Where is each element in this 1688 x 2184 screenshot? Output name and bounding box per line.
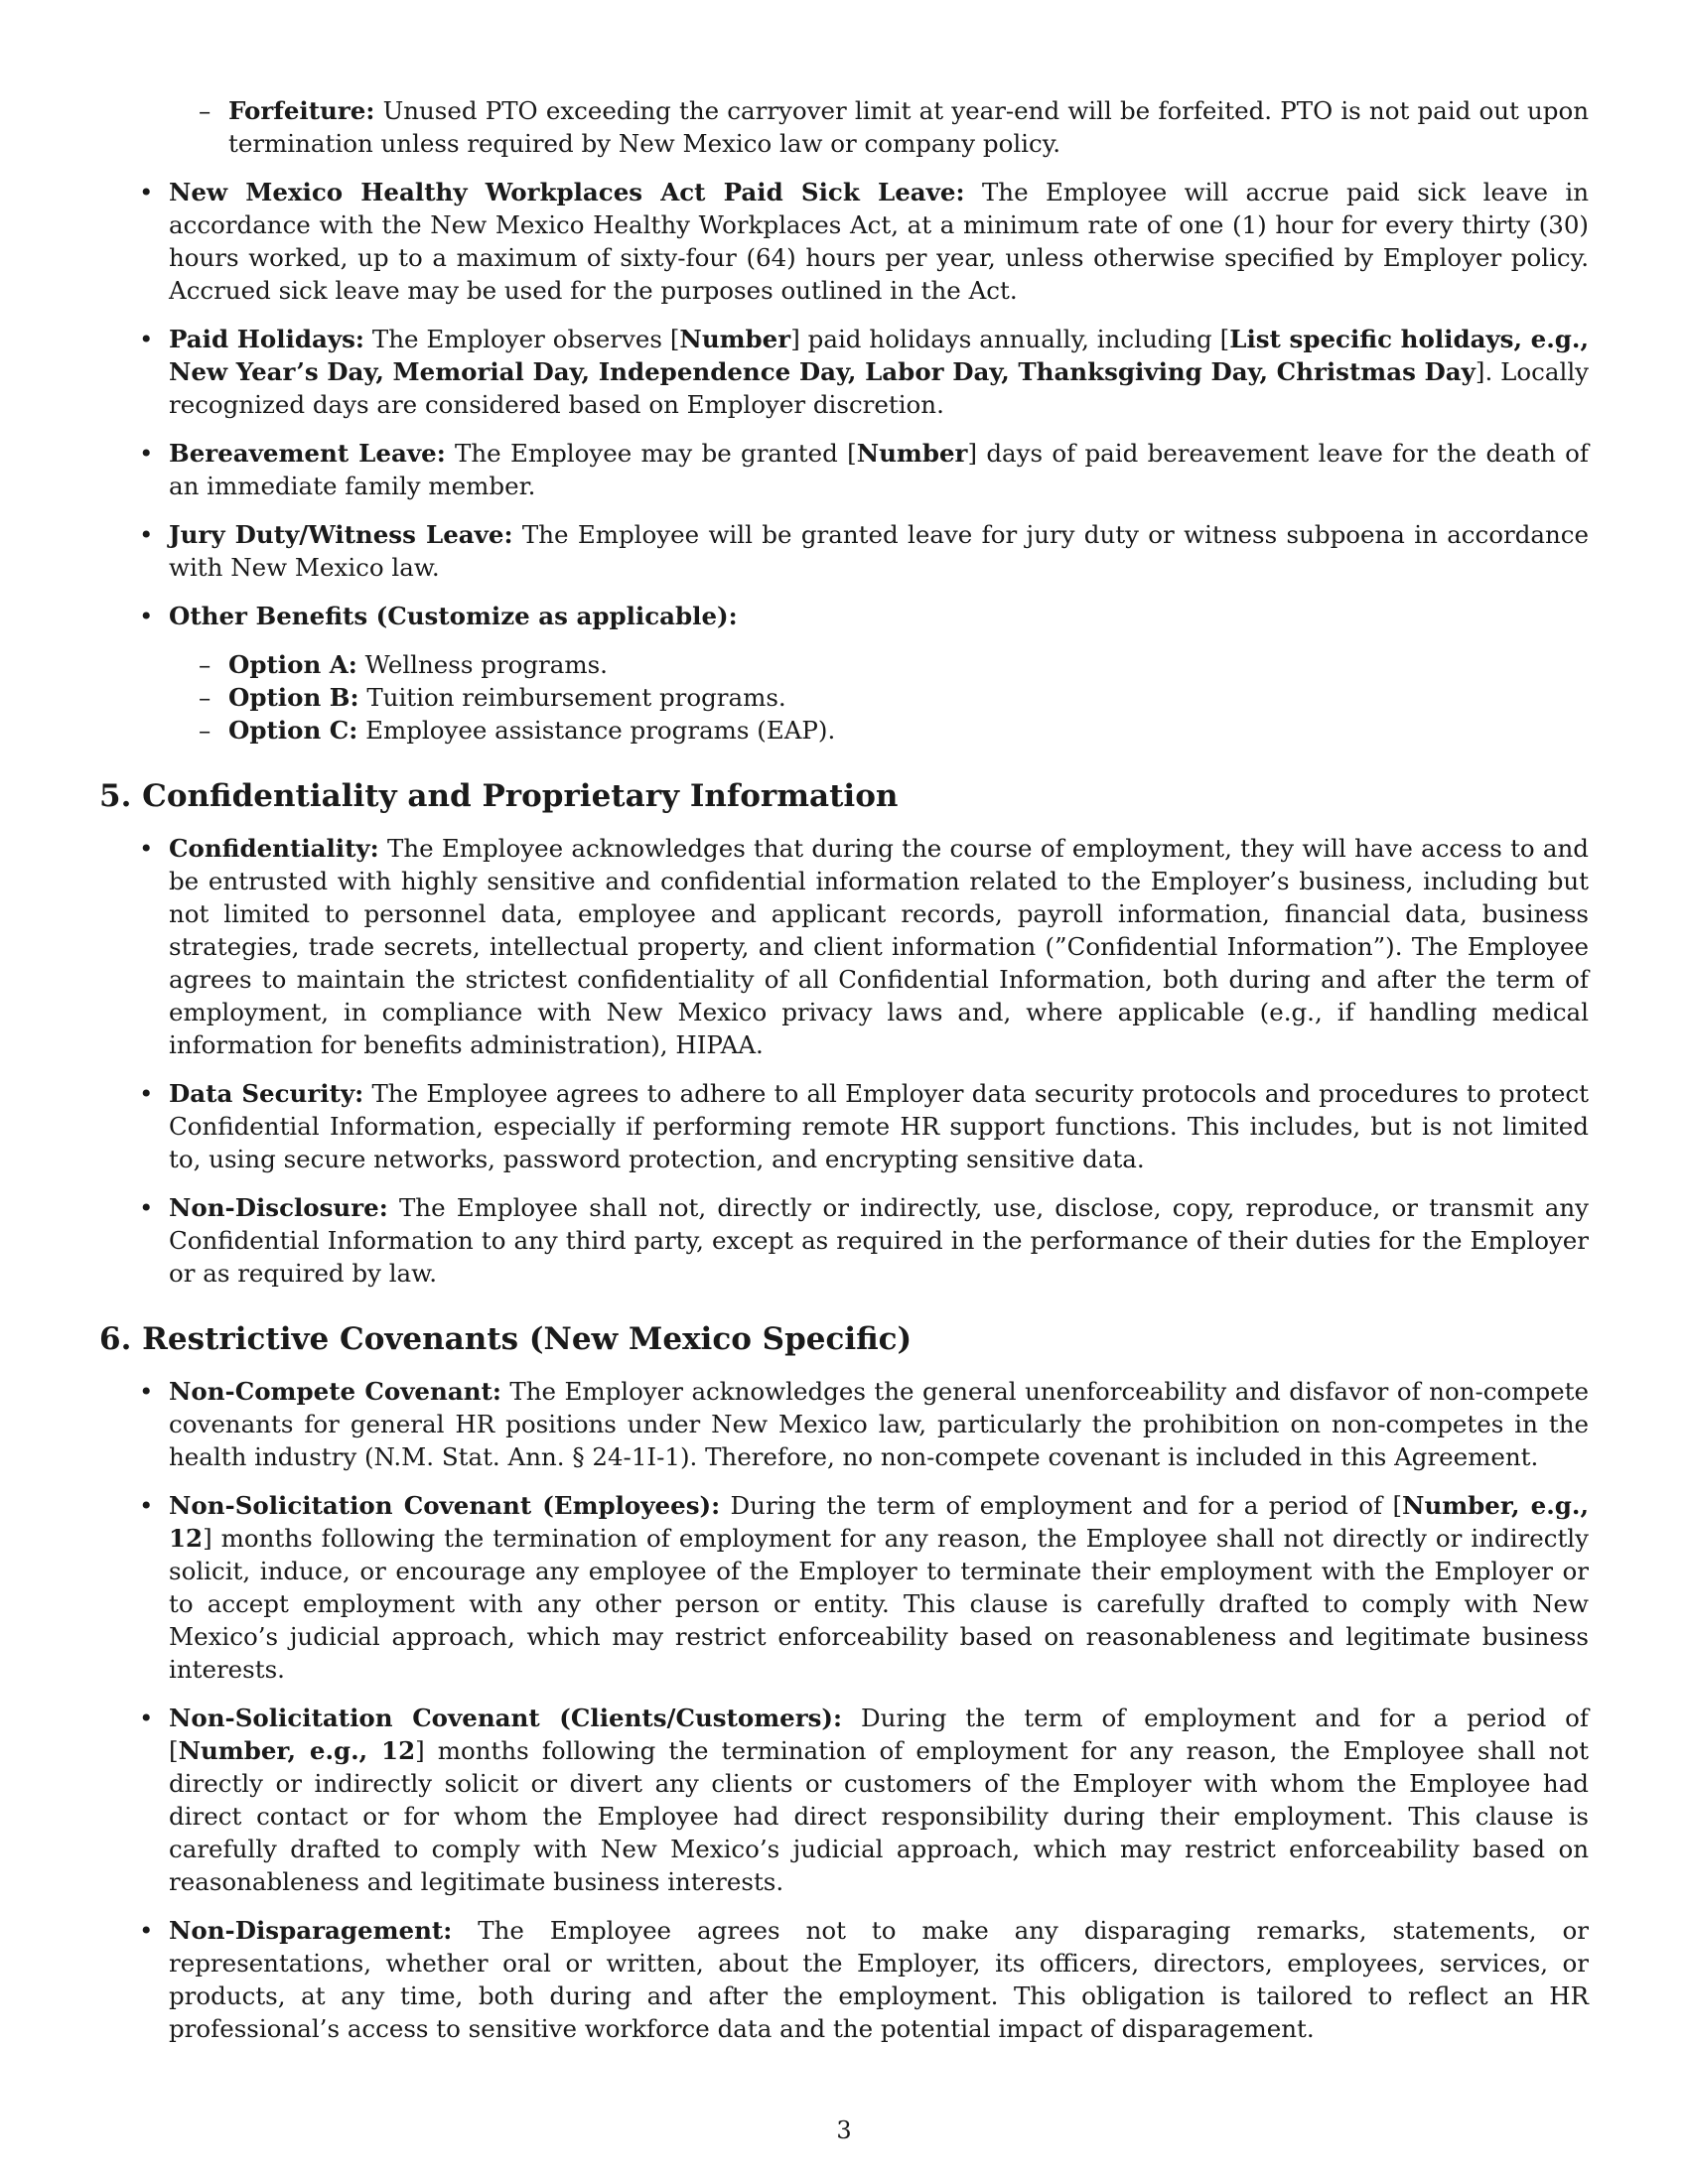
option-c-label: Option C: [228, 716, 358, 745]
non-solicit-clients-placeholder: Number, e.g., 12 [178, 1736, 416, 1765]
non-disparagement-label: Non-Disparagement: [169, 1916, 453, 1945]
non-solicit-employees-text-1: During the term of employment and for a period of [ [720, 1491, 1403, 1520]
bereavement-label: Bereavement Leave: [169, 439, 446, 468]
section-5-heading: 5. Confidentiality and Proprietary Information [99, 778, 899, 814]
confidentiality-label: Confidentiality: [169, 834, 379, 863]
section-6-list [99, 1375, 1589, 2045]
option-b-label: Option B: [228, 683, 359, 712]
section-6-heading: 6. Restrictive Covenants (New Mexico Specific) [99, 1321, 913, 1357]
forfeiture-text: Unused PTO exceeding the carryover limit at year-end will be forfeited. PTO is not paid out upon termination unless required by New Mexico law or company policy. [228, 96, 1589, 158]
non-solicit-clients-text-1: During the term of employment and for a period of [ [169, 1704, 1589, 1765]
paid-holidays-placeholder-number: Number [679, 325, 791, 353]
page-number: 3 [836, 2116, 852, 2144]
option-c-text: Employee assistance programs (EAP). [357, 716, 836, 745]
non-disparagement-text: The Employee agrees not to make any disparaging remarks, statements, or representations, whether oral or written, about the Employer, its officers, directors, employees, services, or products, at any time, both during and after the employment. This obligation is tailored to reflect an HR professional’s access to sensitive workforce data and the potential impact of disparagement. [169, 1916, 1589, 2043]
paid-holidays-text-3: ]. Locally recognized days are considered based on Employer discretion. [169, 357, 1589, 419]
bereavement-text-1: The Employee may be granted [ [445, 439, 857, 468]
paid-holidays-label: Paid Holidays: [169, 325, 364, 353]
paid-holidays-text-2: ] paid holidays annually, including [ [790, 325, 1230, 353]
forfeiture-label: Forfeiture: [228, 96, 375, 125]
paid-holidays-text-1: The Employer observes [ [363, 325, 680, 353]
option-b-text: Tuition reimbursement programs. [358, 683, 786, 712]
document-body [99, 94, 1589, 2045]
data-security-text: The Employee agrees to adhere to all Employer data security protocols and procedures to protect Confidential Information, especially if performing remote HR support functions. This includes, but is not limited to, using secure networks, password protection, and encrypting sensitive data. [169, 1079, 1589, 1173]
sick-leave-item [169, 176, 1589, 307]
section-5-list [99, 832, 1589, 1290]
document-page [99, 94, 1589, 2061]
option-a-item [228, 648, 1589, 681]
non-solicit-employees-label: Non-Solicitation Covenant (Employees): [169, 1491, 721, 1520]
other-benefits-item [169, 600, 1589, 747]
pto-subitems [99, 94, 1589, 160]
option-c-item [228, 714, 1589, 747]
jury-duty-text: The Employee will be granted leave for jury duty or witness subpoena in accordance with New Mexico law. [169, 520, 1590, 582]
other-benefits-label: Other Benefits (Customize as applicable): [169, 602, 738, 630]
confidentiality-text: The Employee acknowledges that during the course of employment, they will have access to and be entrusted with highly sensitive and confidential information related to the Employer’s business, including but not limited to personnel data, employee and applicant records, payroll information, financial data, business strategies, trade secrets, intellectual property, and client information (”Confidential Information”). The Employee agrees to maintain the strictest confidentiality of all Confidential Information, both during and after the term of employment, in compliance with New Mexico privacy laws and, where applicable (e.g., if handling medical information for benefits administration), HIPAA. [169, 834, 1589, 1059]
non-solicit-clients-text-2: ] months following the termination of employment for any reason, the Employee shall not directly or indirectly solicit or divert any clients or customers of the Employer with whom the Employee had direct contact or for whom the Employee had direct responsibility during their employment. This clause is carefully drafted to comply with New Mexico’s judicial approach, which may restrict enforceability based on reasonableness and legitimate business interests. [169, 1736, 1589, 1896]
option-b-item [228, 681, 1589, 714]
forfeiture-item [228, 94, 1589, 160]
confidentiality-item [169, 832, 1589, 1061]
jury-duty-item [169, 518, 1589, 584]
non-solicit-employees-text-2: ] months following the termination of employment for any reason, the Employee shall not directly or indirectly solicit, induce, or encourage any employee of the Employer to terminate their employment with the Employer or to accept employment with any other person or entity. This clause is carefully drafted to comply with New Mexico’s judicial approach, which may restrict enforceability based on reasonableness and legitimate business interests. [169, 1524, 1589, 1684]
non-solicit-clients-item [169, 1702, 1589, 1898]
non-compete-item [169, 1375, 1589, 1473]
sick-leave-text: The Employee will accrue paid sick leave in accordance with the New Mexico Healthy Workplaces Act, at a minimum rate of one (1) hour for every thirty (30) hours worked, up to a maximum of sixty-four (64) hours per year, unless otherwise specified by Employer policy. Accrued sick leave may be used for the purposes outlined in the Act. [169, 178, 1589, 305]
paid-holidays-placeholder-list: List specific holidays, e.g., New Year’s Day, Memorial Day, Independence Day, Labor Day, Thanksgiving Day, Christmas Day [169, 325, 1589, 386]
data-security-item [169, 1077, 1589, 1175]
paid-holidays-item [169, 323, 1589, 421]
benefits-list [99, 176, 1589, 747]
non-disclosure-label: Non-Disclosure: [169, 1193, 388, 1222]
jury-duty-label: Jury Duty/Witness Leave: [169, 520, 513, 549]
data-security-label: Data Security: [169, 1079, 364, 1108]
option-a-label: Option A: [228, 650, 357, 679]
non-compete-label: Non-Compete Covenant: [169, 1377, 501, 1406]
non-solicit-employees-placeholder: Number, e.g., 12 [169, 1491, 1589, 1553]
non-disclosure-text: The Employee shall not, directly or indirectly, use, disclose, copy, reproduce, or transmit any Confidential Information to any third party, except as required in the performance of their duties for the Employer or as required by law. [169, 1193, 1589, 1288]
option-a-text: Wellness programs. [356, 650, 608, 679]
non-compete-text: The Employer acknowledges the general unenforceability and disfavor of non-compete covenants for general HR positions under New Mexico law, particularly the prohibition on non-competes in the health industry (N.M. Stat. Ann. § 24-1I-1). Therefore, no non-compete covenant is included in this Agreement. [169, 1377, 1589, 1471]
non-solicit-employees-item [169, 1489, 1589, 1686]
bereavement-text-2: ] days of paid bereavement leave for the death of an immediate family member. [169, 439, 1589, 500]
non-disparagement-item [169, 1914, 1589, 2045]
other-benefits-options [169, 648, 1589, 747]
sick-leave-label: New Mexico Healthy Workplaces Act Paid Sick Leave: [169, 178, 965, 206]
bereavement-item [169, 437, 1589, 502]
non-disclosure-item [169, 1191, 1589, 1290]
non-solicit-clients-label: Non-Solicitation Covenant (Clients/Customers): [169, 1704, 843, 1732]
bereavement-placeholder-number: Number [856, 439, 968, 468]
